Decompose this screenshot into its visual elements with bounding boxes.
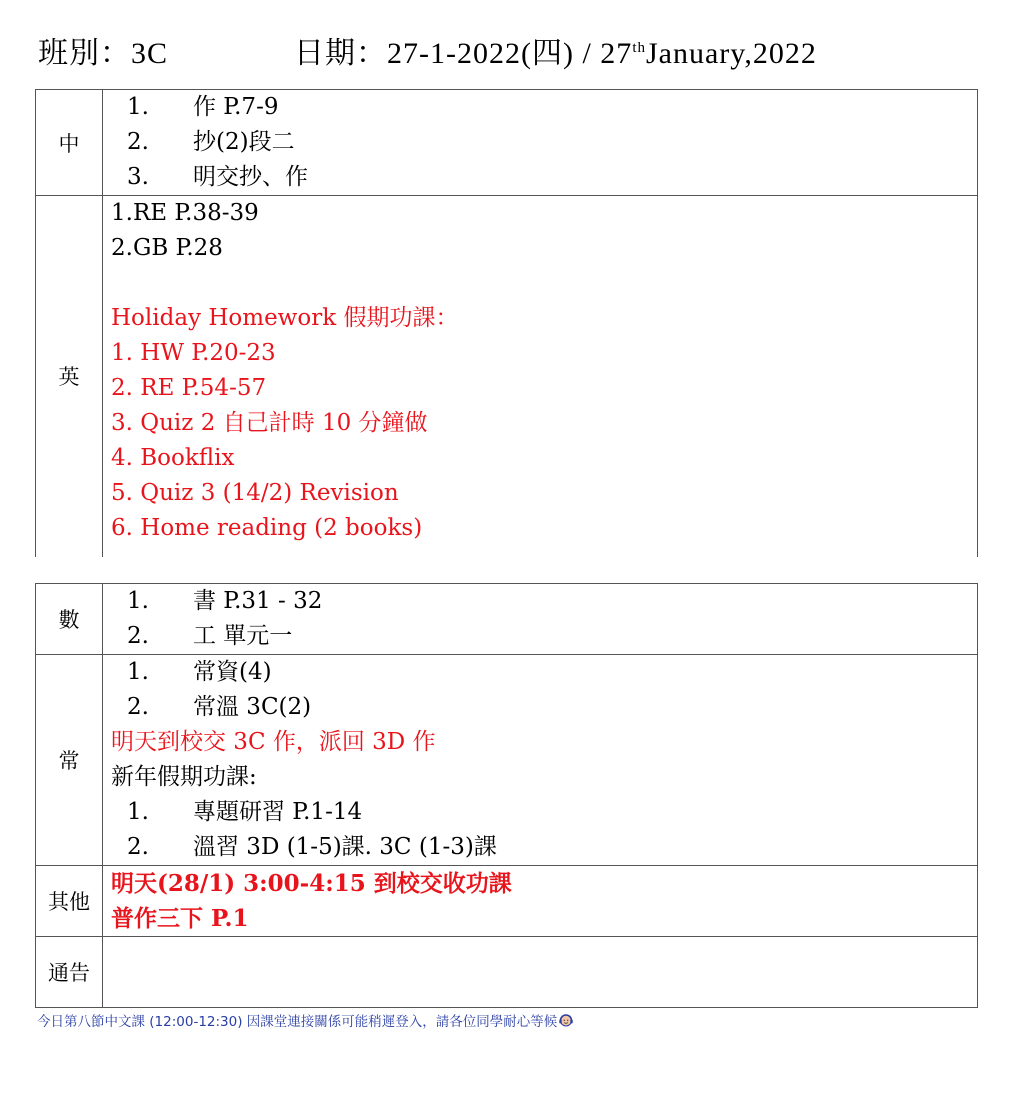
list-item: 4. Bookflix [111, 445, 235, 471]
list-item: 5. Quiz 3 (14/2) Revision [111, 480, 399, 506]
headphones-face-icon [558, 1012, 574, 1032]
row-others [36, 866, 978, 937]
row-notices [36, 937, 978, 1008]
list-item: 2.GB P.28 [111, 235, 223, 261]
subject-general-studies: 常 [36, 655, 103, 866]
content-math [103, 584, 978, 655]
subject-notices: 通告 [36, 937, 103, 1008]
row-chinese [36, 90, 978, 196]
content-english [103, 196, 978, 557]
content-notices [103, 937, 978, 1008]
list-item: 2. 常溫 3C(2) [127, 694, 312, 720]
list-item: 3. 明交抄、作 [127, 164, 308, 190]
row-general-studies [36, 655, 978, 866]
list-item: 2. 工 單元一 [127, 623, 293, 649]
list-item: 1.RE P.38-39 [111, 200, 259, 226]
list-item: 2. RE P.54-57 [111, 375, 267, 401]
list-item: 1. HW P.20-23 [111, 340, 276, 366]
subject-math: 數 [36, 584, 103, 655]
date-label: 日期：27-1-2022(四) / 27thJanuary,2022 [294, 37, 817, 70]
list-item: 2. 溫習 3D (1-5)課. 3C (1-3)課 [127, 834, 497, 860]
homework-table-bottom [35, 583, 978, 1008]
row-english [36, 196, 978, 557]
footer-note [37, 1010, 574, 1032]
class-label: 班別：3C [38, 37, 169, 70]
subject-chinese: 中 [36, 90, 103, 196]
list-item: 明天(28/1) 3:00-4:15 到校交收功課 [111, 870, 512, 897]
gs-holiday-title: 新年假期功課: [111, 764, 257, 790]
list-item: 1. 作 P.7-9 [127, 94, 279, 120]
content-general-studies [103, 655, 978, 866]
list-item: 1. 常資(4) [127, 659, 272, 685]
footer-text: 今日第八節中文課 (12:00-12:30) 因課堂連接關係可能稍遲登入，請各位同學耐心等候 [37, 1014, 558, 1030]
list-item: 3. Quiz 2 自己計時 10 分鐘做 [111, 410, 428, 436]
holiday-homework-title: Holiday Homework 假期功課： [111, 305, 459, 331]
gs-notice: 明天到校交 3C 作，派回 3D 作 [111, 729, 436, 755]
list-item: 1. 專題研習 P.1-14 [127, 799, 363, 825]
list-item: 普作三下 P.1 [111, 905, 249, 932]
page-header [38, 28, 817, 72]
content-chinese [103, 90, 978, 196]
subject-english: 英 [36, 196, 103, 557]
content-others [103, 866, 978, 937]
list-item: 2. 抄(2)段二 [127, 129, 295, 155]
spacer [111, 266, 977, 301]
homework-table-top [35, 89, 978, 557]
list-item: 1. 書 P.31 - 32 [127, 588, 323, 614]
list-item: 6. Home reading (2 books) [111, 515, 423, 541]
row-math [36, 584, 978, 655]
subject-others: 其他 [36, 866, 103, 937]
